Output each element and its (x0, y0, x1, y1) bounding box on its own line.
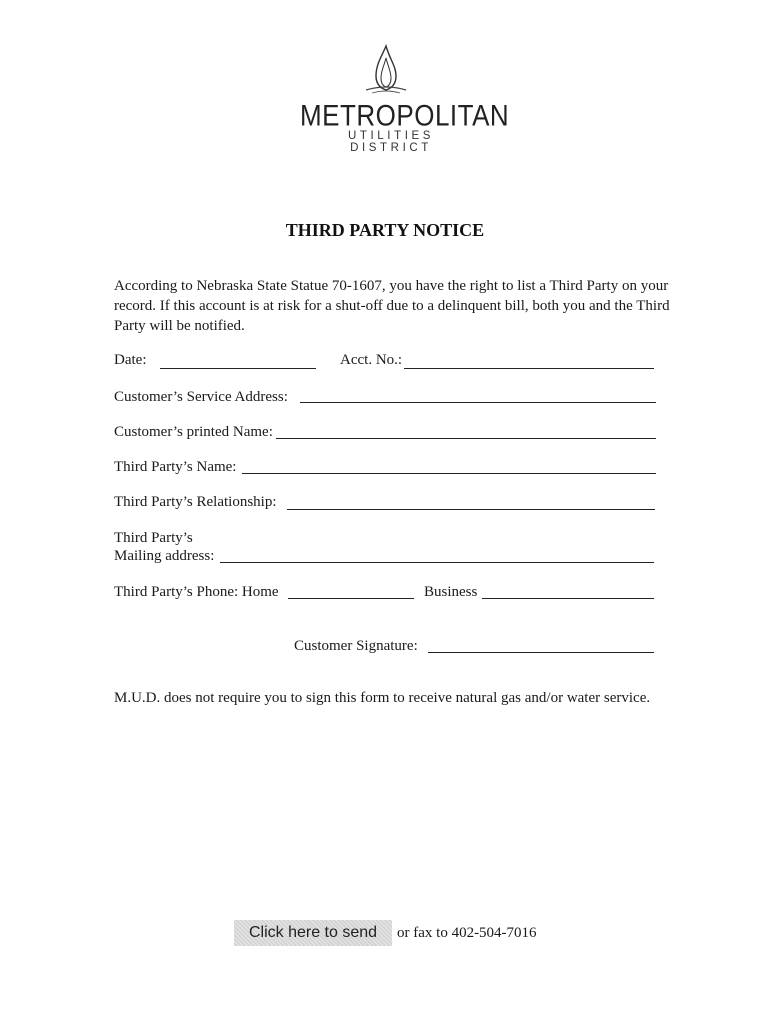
mud-logo (300, 44, 510, 154)
flame-icon (360, 44, 412, 100)
acct-label: Acct. No.: (340, 352, 403, 368)
intro-paragraph: According to Nebraska State Statue 70-1607, you have the right to list a Third Party on your record. If this account is at risk for a shut-off due to a delinquent bill, both you and the Third Party will be notified. (114, 278, 670, 334)
mailing-address-field[interactable] (220, 562, 654, 563)
acct-field[interactable] (404, 368, 654, 369)
date-label: Date: (114, 352, 147, 368)
service-address-field[interactable] (300, 402, 656, 403)
phone-business-field[interactable] (482, 598, 654, 599)
fax-text: or fax to 402-504-7016 (397, 925, 537, 941)
service-address-label: Customer’s Service Address: (114, 389, 288, 405)
page-title: THIRD PARTY NOTICE (285, 220, 485, 240)
signature-label: Customer Signature: (294, 638, 418, 654)
printed-name-label: Customer’s printed Name: (114, 424, 273, 440)
relationship-field[interactable] (287, 509, 655, 510)
logo-subtitle: UTILITIES DISTRICT (347, 130, 435, 154)
phone-business-label: Business (424, 584, 478, 600)
date-field[interactable] (160, 368, 316, 369)
third-party-name-label: Third Party’s Name: (114, 459, 237, 475)
relationship-label: Third Party’s Relationship: (114, 494, 277, 510)
phone-home-field[interactable] (288, 598, 414, 599)
printed-name-field[interactable] (276, 438, 656, 439)
mailing-label-line1: Third Party’s (114, 530, 193, 546)
mailing-label-line2: Mailing address: (114, 548, 215, 564)
phone-home-label: Third Party’s Phone: Home (114, 584, 279, 600)
send-button[interactable]: Click here to send (234, 920, 392, 946)
third-party-name-field[interactable] (242, 473, 656, 474)
signature-field[interactable] (428, 652, 654, 653)
logo-name: METROPOLITAN (300, 98, 510, 133)
footer-note: M.U.D. does not require you to sign this form to receive natural gas and/or water service. (114, 690, 651, 706)
